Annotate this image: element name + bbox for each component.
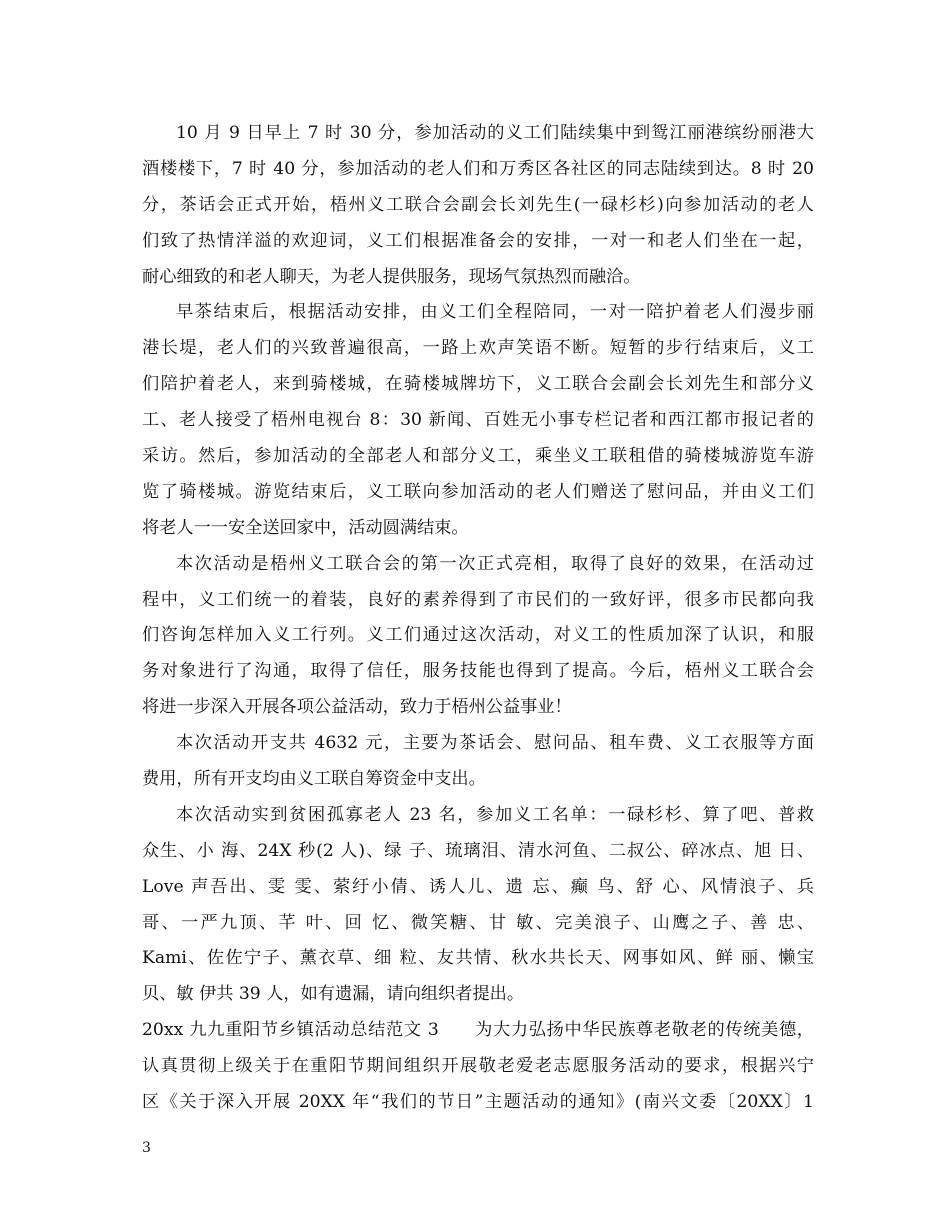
text-line: 认真贯彻上级关于在重阳节期间组织开展敬老爱老志愿服务活动的要求，根据兴宁 bbox=[142, 1056, 814, 1077]
text-line: 将老人一一安全送回家中，活动圆满结束。 bbox=[142, 517, 469, 538]
text-line: 工、老人接受了梧州电视台 8：30 新闻、百姓无小事专栏记者和西江都市报记者的 bbox=[142, 410, 814, 431]
text-line: 们致了热情洋溢的欢迎词，义工们根据准备会的安排，一对一和老人们坐在一起， bbox=[142, 230, 814, 251]
text-line: 贝、敏 伊共 39 人，如有遗漏，请向组织者提出。 bbox=[142, 984, 525, 1005]
text-line: 酒楼楼下，7 时 40 分，参加活动的老人们和万秀区各社区的同志陆续到达。8 时 20 bbox=[142, 158, 814, 179]
text-line: 务对象进行了沟通，取得了信任，服务技能也得到了提高。今后，梧州义工联合会 bbox=[142, 661, 814, 682]
page-number: 3 bbox=[142, 1140, 151, 1156]
text-line: 将进一步深入开展各项公益活动，致力于梧州公益事业！ bbox=[142, 697, 572, 718]
text-line: Love 声吾出、雯 雯、萦纡小倩、诱人儿、遗 忘、癫 鸟、舒 心、风情浪子、兵 bbox=[142, 876, 814, 897]
text-line: 10 月 9 日早上 7 时 30 分，参加活动的义工们陆续集中到鸳江丽港缤纷丽港大 bbox=[176, 123, 814, 143]
text-line: 分，茶话会正式开始，梧州义工联合会副会长刘先生(一碌杉杉)向参加活动的老人 bbox=[142, 194, 814, 215]
text-line: Kami、佐佐宁子、薰衣草、细 粒、友共情、秋水共长天、网事如风、鲜 丽、懒宝 bbox=[142, 948, 814, 969]
text-line: 本次活动是梧州义工联合会的第一次正式亮相，取得了良好的效果，在活动过 bbox=[176, 553, 814, 574]
text-line: 费用，所有开支均由义工联自筹资金中支出。 bbox=[142, 769, 486, 790]
text-line: 众生、小 海、24X 秒(2 人)、绿 子、琉璃泪、清水河鱼、二叔公、碎冰点、旭 日、 bbox=[142, 840, 814, 861]
text-line: 耐心细致的和老人聊天，为老人提供服务，现场气氛热烈而融洽。 bbox=[142, 266, 641, 287]
document-body bbox=[142, 116, 814, 1121]
text-line: 们陪护着老人，来到骑楼城，在骑楼城牌坊下，义工联合会副会长刘先生和部分义 bbox=[142, 374, 814, 395]
text-line: 程中，义工们统一的着装，良好的素养得到了市民们的一致好评，很多市民都向我 bbox=[142, 589, 814, 610]
text-line: 们咨询怎样加入义工行列。义工们通过这次活动，对义工的性质加深了认识，和服 bbox=[142, 625, 814, 646]
text-line: 20xx 九九重阳节乡镇活动总结范文 3 为大力弘扬中华民族尊老敬老的传统美德， bbox=[142, 1020, 814, 1041]
text-line: 早茶结束后，根据活动安排，由义工们全程陪同，一对一陪护着老人们漫步丽 bbox=[176, 302, 814, 323]
text-line: 区《关于深入开展 20XX 年“我们的节日”主题活动的通知》(南兴文委〔20XX〕1 bbox=[142, 1092, 814, 1113]
text-line: 览了骑楼城。游览结束后，义工联向参加活动的老人们赠送了慰问品，并由义工们 bbox=[142, 481, 814, 502]
text-line: 哥、一严九顶、芊 叶、回 忆、微笑糖、甘 敏、完美浪子、山鹰之子、善 忠、 bbox=[142, 912, 814, 933]
text-line: 本次活动实到贫困孤寡老人 23 名，参加义工名单：一碌杉杉、算了吧、普救 bbox=[176, 804, 814, 825]
text-line: 港长堤，老人们的兴致普遍很高，一路上欢声笑语不断。短暂的步行结束后，义工 bbox=[142, 338, 814, 359]
text-line: 本次活动开支共 4632 元，主要为茶话会、慰问品、租车费、义工衣服等方面 bbox=[176, 733, 814, 754]
text-line: 采访。然后，参加活动的全部老人和部分义工，乘坐义工联租借的骑楼城游览车游 bbox=[142, 446, 814, 467]
